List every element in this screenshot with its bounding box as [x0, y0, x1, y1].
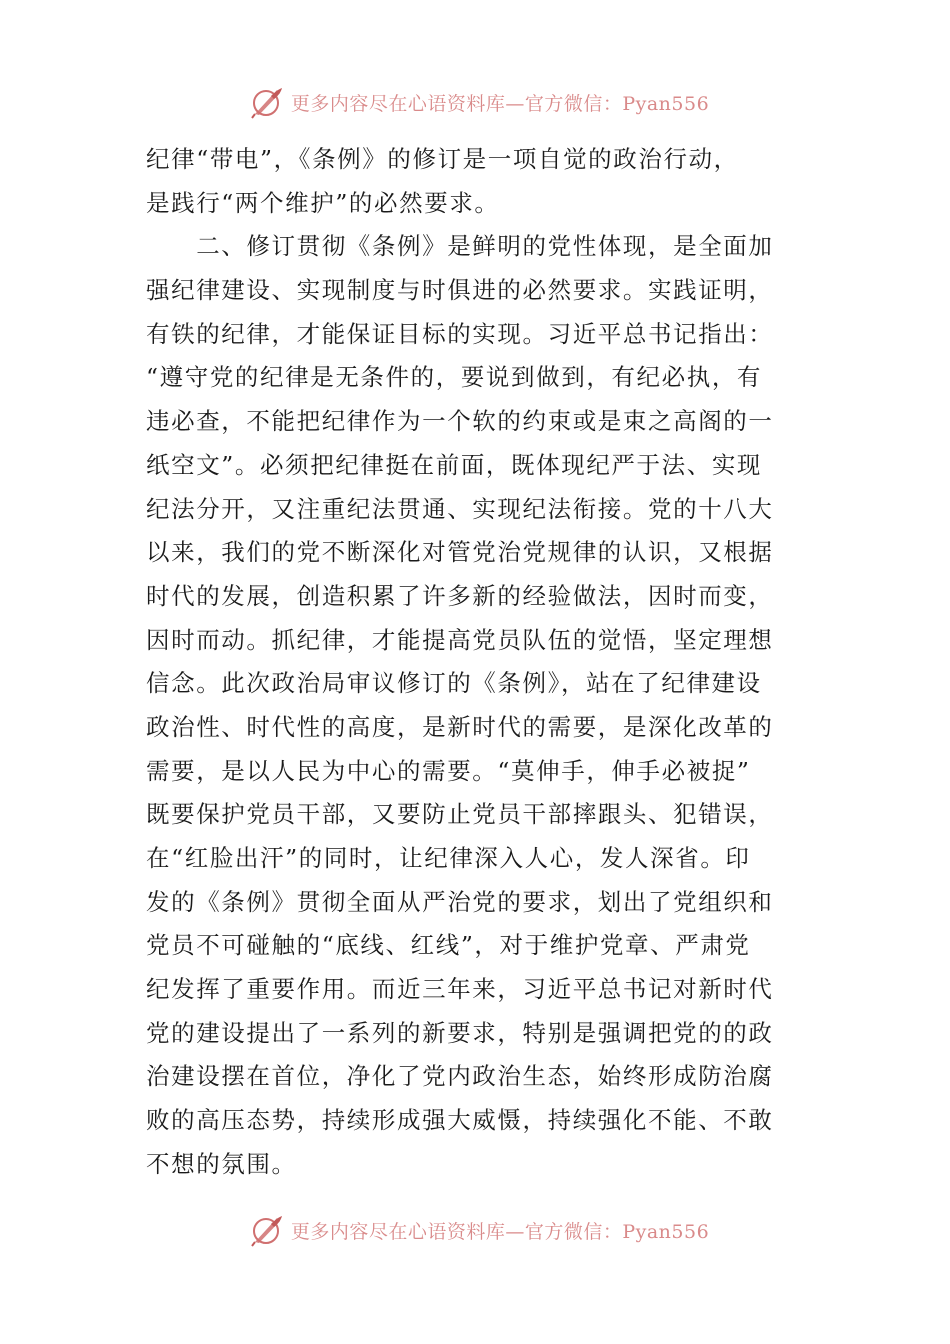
quill-pen-logo-icon — [249, 84, 285, 120]
body-line: 因时而动。抓纪律，才能提高党员队伍的觉悟，坚定理想 — [146, 625, 774, 654]
body-line: 既要保护党员干部，又要防止党员干部摔跟头、犯错误， — [146, 800, 774, 829]
body-line: 二、修订贯彻《条例》是鲜明的党性体现，是全面加 — [146, 232, 774, 261]
body-line: 信念。此次政治局审议修订的《条例》，站在了纪律建设 — [146, 669, 762, 698]
body-line: 时代的发展，创造积累了许多新的经验做法，因时而变， — [146, 581, 774, 610]
document-body — [146, 138, 806, 1187]
header-banner-text: 更多内容尽在心语资料库—官方微信：Pyan556 — [290, 92, 710, 115]
body-line: 不想的氛围。 — [146, 1149, 297, 1178]
body-line: 党员不可碰触的“底线、红线”，对于维护党章、严肃党 — [146, 931, 751, 960]
body-line: 违必查，不能把纪律作为一个软的约束或是束之高阁的一 — [146, 407, 774, 436]
body-line: 是践行“两个维护”的必然要求。 — [146, 188, 500, 217]
body-line: 需要，是以人民为中心的需要。“莫伸手，伸手必被捉” — [146, 756, 751, 785]
footer-banner-text: 更多内容尽在心语资料库—官方微信：Pyan556 — [290, 1220, 710, 1243]
body-line: 政治性、时代性的高度，是新时代的需要，是深化改革的 — [146, 712, 774, 741]
footer-banner-content — [249, 1212, 709, 1248]
body-line: 在“红脸出汗”的同时，让纪律深入人心，发人深省。印 — [146, 844, 751, 872]
body-line: 败的高压态势，持续形成强大威慑，持续强化不能、不敢 — [146, 1106, 774, 1135]
body-line: 纪法分开，又注重纪法贯通、实现纪法衔接。党的十八大 — [146, 494, 774, 523]
footer-banner — [0, 1210, 950, 1250]
body-line: 发的《条例》贯彻全面从严治党的要求，划出了党组织和 — [146, 887, 774, 916]
body-line: “遵守党的纪律是无条件的，要说到做到，有纪必执，有 — [146, 363, 763, 392]
body-line: 纪发挥了重要作用。而近三年来，习近平总书记对新时代 — [146, 975, 774, 1004]
body-line: 有铁的纪律，才能保证目标的实现。习近平总书记指出： — [146, 319, 774, 348]
body-line: 纸空文”。必须把纪律挺在前面，既体现纪严于法、实现 — [146, 450, 763, 479]
body-line: 以来，我们的党不断深化对管党治党规律的认识，又根据 — [146, 538, 774, 567]
body-line: 强纪律建设、实现制度与时俱进的必然要求。实践证明， — [146, 276, 774, 305]
body-line: 治建设摆在首位，净化了党内政治生态，始终形成防治腐 — [146, 1062, 774, 1091]
header-banner-content — [249, 84, 709, 120]
quill-pen-logo-icon — [249, 1212, 285, 1248]
body-line: 党的建设提出了一系列的新要求，特别是强调把党的的政 — [146, 1018, 774, 1047]
header-banner — [0, 82, 950, 122]
body-line: 纪律“带电”，《条例》的修订是一项自觉的政治行动， — [146, 145, 739, 173]
